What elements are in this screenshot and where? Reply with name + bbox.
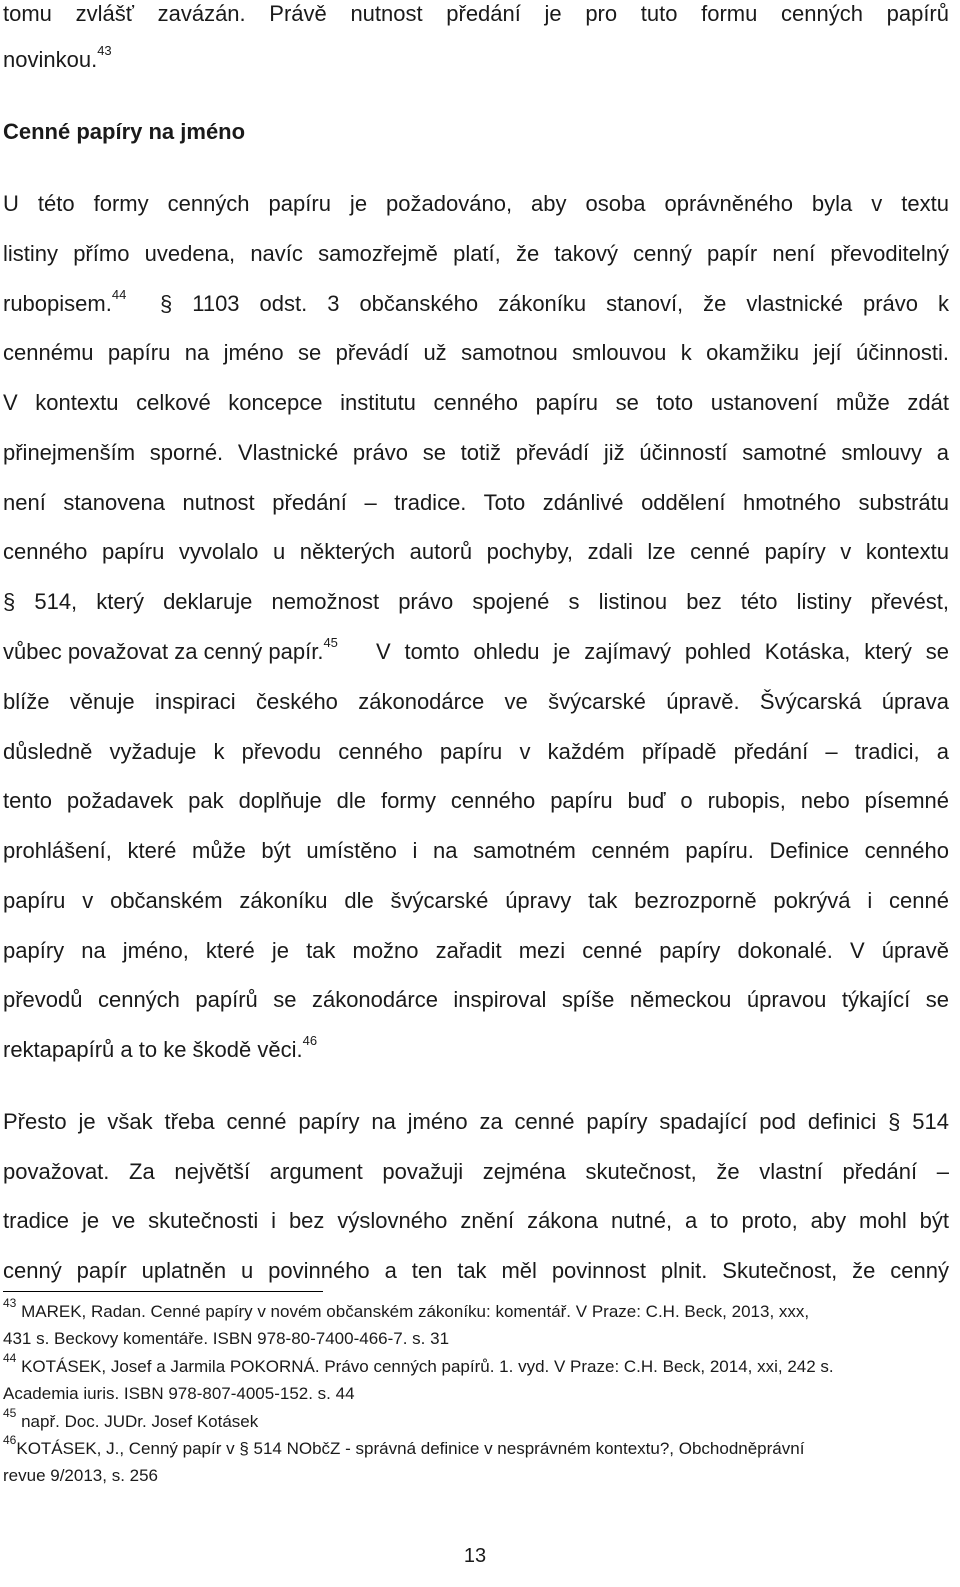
footnote-ref[interactable]: 46 <box>302 1032 318 1048</box>
text-line: cennému papíru na jméno se převádí už samotnou smlouvou k okamžiku její účinnosti. <box>3 340 949 365</box>
text-line: cenného papíru vyvolalo u některých autorů pochyby, zdali lze cenné papíry v kontextu <box>3 539 949 564</box>
footnote-line: Academia iuris. ISBN 978-807-4005-152. s. 44 <box>3 1384 355 1403</box>
text-line: blíže věnuje inspiraci českého zákonodárce ve švýcarské úpravě. Švýcarská úprava <box>3 689 949 714</box>
text-line: považovat. Za největší argument považuji zejména skutečnost, že vlastní předání – <box>3 1159 949 1184</box>
text-line: tento požadavek pak doplňuje dle formy cenného papíru buď o rubopis, nebo písemné <box>3 788 949 813</box>
text-line: rektapapírů a to ke škodě věci.$^{46}$ <box>3 1032 318 1062</box>
text-line: rubopisem.$^{44}$ <box>3 286 127 316</box>
text-line: novinkou.$^{43}$ <box>3 42 112 72</box>
footnote-separator <box>3 1291 323 1292</box>
footnote-ref[interactable]: 43 <box>97 42 112 58</box>
footnote-ref[interactable]: 45 <box>323 634 338 650</box>
text-line: V kontextu celkové koncepce institutu cenného papíru se toto ustanovení může zdát <box>3 390 949 415</box>
footnote-number: 45 <box>3 1406 17 1421</box>
text-line: důsledně vyžaduje k převodu cenného papíru v každém případě předání – tradici, a <box>3 739 949 764</box>
text-line: cenný papír uplatněn u povinného a ten tak měl povinnost plnit. Skutečnost, že cenný <box>3 1258 949 1283</box>
footnote: $^{46}$KOTÁSEK, J., Cenný papír v § 514 NObčZ - správná definice v nesprávném kontextu?, Obchodněprávní <box>3 1433 805 1458</box>
text-line: Přesto je však třeba cenné papíry na jméno za cenné papíry spadající pod definici § 514 <box>3 1109 949 1134</box>
footnote: $^{43}$ MAREK, Radan. Cenné papíry v novém občanském zákoníku: komentář. V Praze: C.H. Beck, 2013, xxx, <box>3 1296 810 1321</box>
text-line: listiny přímo uvedena, navíc samozřejmě platí, že takový cenný papír není převoditelný <box>3 241 949 266</box>
text-line: papíry na jméno, které je tak možno zařadit mezi cenné papíry dokonalé. V úpravě <box>3 938 949 963</box>
footnote: $^{45}$ např. Doc. JUDr. Josef Kotásek <box>3 1406 259 1431</box>
text-line: § 1103 odst. 3 občanského zákoníku stanoví, že vlastnické právo k <box>160 291 949 316</box>
text-line: U této formy cenných papíru je požadováno, aby osoba oprávněného byla v textu <box>3 191 949 216</box>
text-line: § 514, který deklaruje nemožnost právo spojené s listinou bez této listiny převést, <box>3 589 949 614</box>
text-line: vůbec považovat za cenný papír.$^{45}$ <box>3 634 338 664</box>
text-line: není stanovena nutnost předání – tradice. Toto zdánlivé oddělení hmotného substrátu <box>3 490 949 515</box>
footnote-line: 431 s. Beckovy komentáře. ISBN 978-80-7400-466-7. s. 31 <box>3 1329 450 1348</box>
text-line: tradice je ve skutečnosti i bez výslovného znění zákona nutné, a to proto, aby mohl být <box>3 1208 949 1233</box>
page-number: 13 <box>463 1545 487 1567</box>
footnote-ref[interactable]: 44 <box>111 286 127 302</box>
text-line: přinejmenším sporné. Vlastnické právo se totiž převádí již účinností samotné smlouvy a <box>3 440 949 465</box>
text-line: V tomto ohledu je zajímavý pohled Kotáska, který se <box>376 639 949 664</box>
text-line: tomu zvlášť zavázán. Právě nutnost předání je pro tuto formu cenných papírů <box>3 1 949 26</box>
footnote: $^{44}$ KOTÁSEK, Josef a Jarmila POKORNÁ. Právo cenných papírů. 1. vyd. V Praze: C.H. Beck, 2014, xxi, 242 s. <box>3 1351 834 1376</box>
text-line: papíru v občanském zákoníku dle švýcarské úpravy tak bezrozporně pokrývá i cenné <box>3 888 949 913</box>
text-line: prohlášení, které může být umístěno i na samotném cenném papíru. Definice cenného <box>3 838 949 863</box>
footnote-line: revue 9/2013, s. 256 <box>3 1466 159 1485</box>
footnote-number: 46 <box>3 1433 17 1448</box>
text-line: převodů cenných papírů se zákonodárce inspiroval spíše německou úpravou týkající se <box>3 987 949 1012</box>
section-heading: Cenné papíry na jméno <box>3 119 246 144</box>
footnote-number: 44 <box>3 1351 17 1366</box>
footnote-number: 43 <box>3 1296 17 1311</box>
